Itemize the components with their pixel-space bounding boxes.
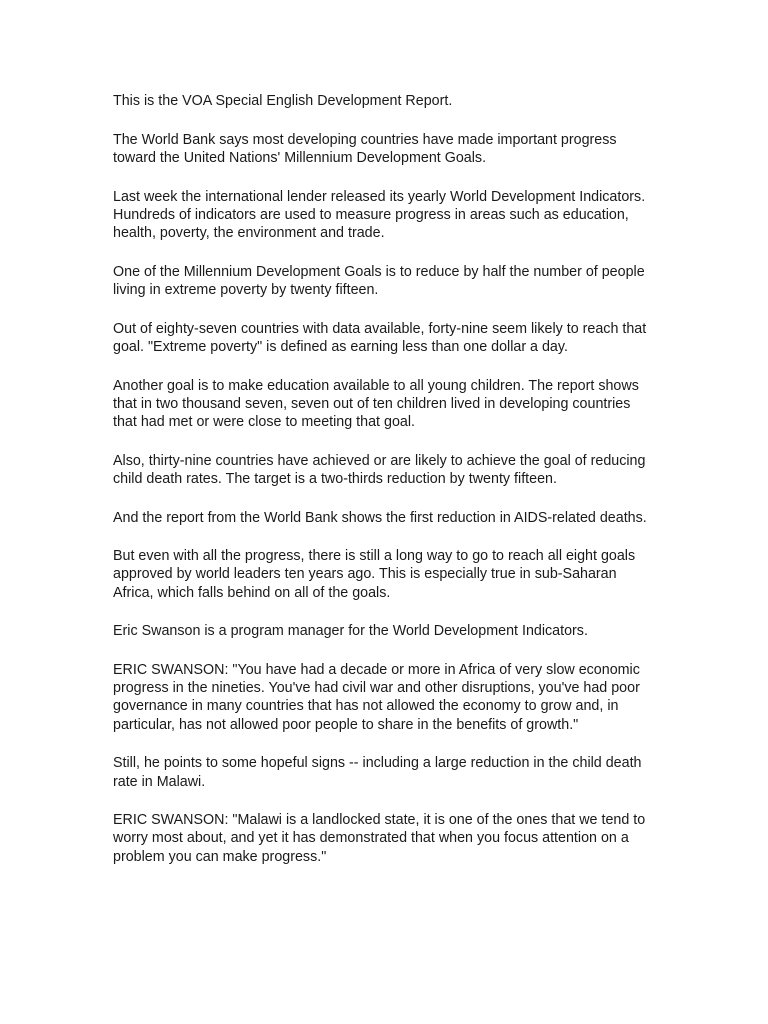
document-body bbox=[113, 92, 658, 886]
paragraph-indicators-release: Last week the international lender released its yearly World Development Indicators. Hundreds of indicators are used to measure progress in areas such as education, health, poverty, the environment and trade. bbox=[113, 188, 646, 242]
paragraph-world-bank-progress: The World Bank says most developing countries have made important progress toward the United Nations' Millennium Development Goals. bbox=[113, 131, 617, 166]
paragraph-sub-saharan-africa: But even with all the progress, there is still a long way to go to reach all eight goals approved by world leaders ten years ago. This is especially true in sub-Saharan Africa, which falls behind on all of the goals. bbox=[113, 548, 636, 601]
paragraph-aids-deaths: And the report from the World Bank shows the first reduction in AIDS-related deaths. bbox=[113, 509, 647, 526]
paragraph-poverty-goal: One of the Millennium Development Goals is to reduce by half the number of people living in extreme poverty by twenty fifteen. bbox=[113, 263, 645, 298]
paragraph-hopeful-signs: Still, he points to some hopeful signs -- including a large reduction in the child death rate in Malawi. bbox=[113, 755, 642, 790]
paragraph-swanson-quote-malawi: ERIC SWANSON: "Malawi is a landlocked state, it is one of the ones that we tend to worry most about, and yet it has demonstrated that when you focus attention on a problem you can make progress." bbox=[113, 812, 646, 865]
paragraph-child-death-rates: Also, thirty-nine countries have achieved or are likely to achieve the goal of reducing child death rates. The target is a two-thirds reduction by twenty fifteen. bbox=[113, 452, 646, 487]
paragraph-swanson-quote-africa: ERIC SWANSON: "You have had a decade or more in Africa of very slow economic progress in the nineties. You've had civil war and other disruptions, you've had poor governance in many countries that has not allowed the economy to grow and, in particular, has not allowed poor people to share in the benefits of growth." bbox=[113, 662, 640, 733]
paragraph-intro: This is the VOA Special English Development Report. bbox=[113, 93, 453, 109]
paragraph-extreme-poverty: Out of eighty-seven countries with data available, forty-nine seem likely to reach that goal. "Extreme poverty" is defined as earning less than one dollar a day. bbox=[113, 320, 647, 355]
paragraph-eric-swanson-intro: Eric Swanson is a program manager for the World Development Indicators. bbox=[113, 623, 588, 640]
paragraph-education-goal: Another goal is to make education available to all young children. The report shows that in two thousand seven, seven out of ten children lived in developing countries that had met or were close to meeting that goal. bbox=[113, 377, 639, 430]
